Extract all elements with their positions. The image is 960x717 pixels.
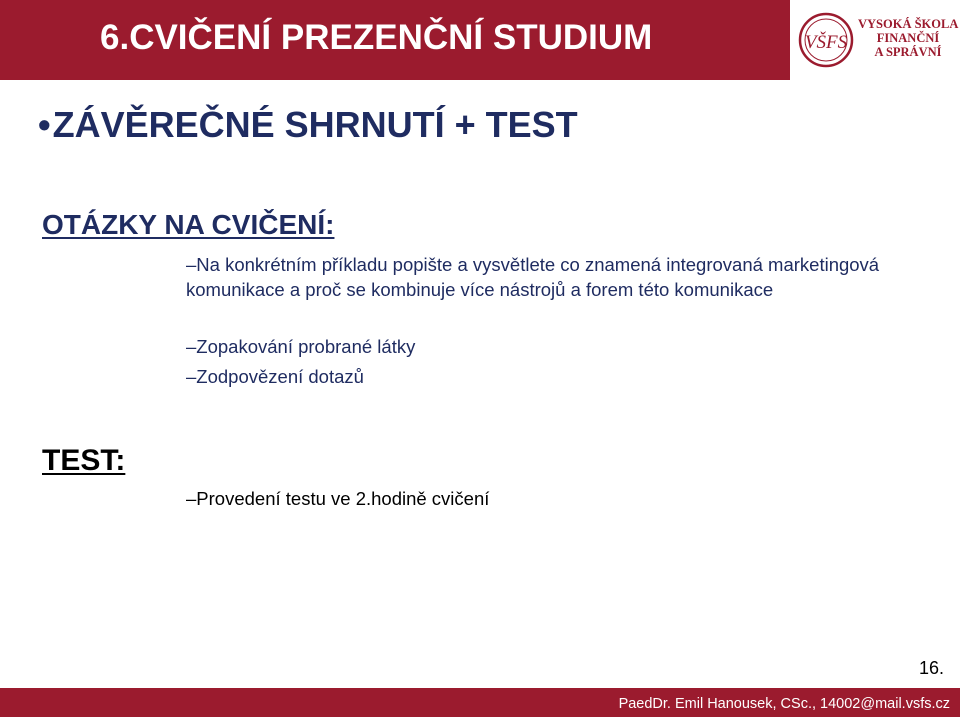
logo-line-2: FINANČNÍ — [876, 31, 940, 45]
question-item: –Na konkrétním příkladu popište a vysvětlete co znamená integrovaná marketingová komunikace a proč se kombinuje více nástrojů a forem této komunikace — [186, 254, 880, 300]
footer-author: PaedDr. Emil Hanousek, CSc., 14002@mail.vsfs.cz — [618, 696, 950, 712]
test-item: –Provedení testu ve 2.hodině cvičení — [186, 488, 490, 509]
slide-title: 6.CVIČENÍ PREZENČNÍ STUDIUM — [100, 18, 653, 57]
main-heading-text: ZÁVĚREČNÉ SHRNUTÍ + TEST — [52, 104, 578, 145]
logo-line-3: A SPRÁVNÍ — [874, 45, 942, 59]
logo-monogram: VŠFS — [804, 32, 848, 53]
bullet-icon: • — [38, 104, 51, 145]
footer-bar — [0, 688, 960, 717]
main-heading — [38, 104, 578, 146]
test-heading: TEST: — [42, 444, 126, 477]
logo-text — [858, 17, 958, 59]
vsfs-emblem-icon — [798, 10, 854, 70]
page-number: 16. — [918, 658, 944, 678]
logo-line-1: VYSOKÁ ŠKOLA — [858, 17, 959, 31]
question-item: –Zodpovězení dotazů — [186, 366, 364, 387]
logo — [790, 0, 960, 80]
header-bar — [0, 0, 790, 80]
questions-heading: OTÁZKY NA CVIČENÍ: — [42, 209, 335, 240]
question-item: –Zopakování probrané látky — [186, 336, 416, 357]
